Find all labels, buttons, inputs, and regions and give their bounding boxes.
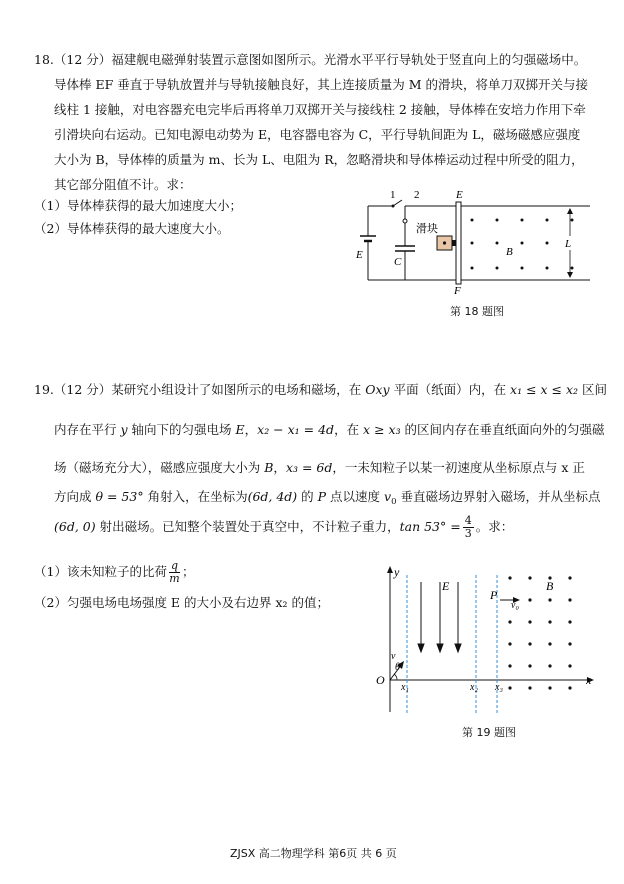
q19-line-2: 内存在平行 y 轴向下的匀强电场 E，x₂ − x₁ = 4d，在 x ≥ x₃ 的区间内存在垂直纸面向外的匀强磁	[54, 422, 605, 437]
math-coord-P: (6d, 4d)	[247, 489, 298, 504]
y-axis-label: y	[394, 565, 400, 579]
q19-line-3: 场（磁场充分大），磁感应强度大小为 B，x₃ = 6d，一未知粒子以某一初速度从坐标原点与 x 正	[54, 460, 585, 475]
terminal-2-label: 2	[414, 189, 420, 201]
math-x-range: x₁ ≤ x ≤ x₂	[510, 382, 579, 397]
field-B-label: B	[546, 579, 554, 593]
math-theta: θ = 53°	[95, 489, 144, 504]
q18-line-6: 其它部分阻值不计。求：	[54, 177, 192, 192]
spacing-L-label: L	[565, 238, 572, 250]
q18-figure-caption: 第 18 题图	[450, 305, 504, 318]
magnetic-field-dots	[508, 576, 571, 689]
angle-arc	[394, 674, 397, 680]
q18-line-4: 引滑块向右运动。已知电源电动势为 E，电容器电容为 C，平行导轨间距为 L，磁场磁感应强度	[54, 127, 581, 142]
terminal-1-label: 1	[390, 189, 396, 201]
q19-line-5: (6d, 0) 射出磁场。已知整个装置处于真空中，不计粒子重力，tan 53° = $\frac{4}{3}$ 。求：	[54, 514, 514, 540]
rod-end-E-label: E	[456, 189, 463, 201]
math-coord-exit: (6d, 0)	[54, 519, 96, 534]
charge-mass-fraction: $\frac{q}{m}$	[169, 559, 180, 585]
electric-field-lines	[418, 582, 461, 652]
page-footer: ZJSX 高二物理学科 第6页 共 6 页	[230, 847, 397, 860]
capacitor-C-label: C	[394, 256, 402, 268]
point-P-label: P	[490, 588, 498, 602]
q18-line-1: 18.（12 分）福建舰电磁弹射装置示意图如图所示。光滑水平平行导轨处于竖直向上的匀强磁场中。	[34, 52, 587, 67]
emf-E-label: E	[356, 249, 363, 261]
math-field-region: x ≥ x₃	[363, 422, 401, 437]
v-label: v	[391, 651, 396, 662]
q19-line-1: 19.（12 分）某研究小组设计了如图所示的电场和磁场，在 Oxy 平面（纸面）内，在 x₁ ≤ x ≤ x₂ 区间	[34, 382, 608, 397]
origin-label: O	[376, 673, 385, 687]
x3-label: x₃	[495, 682, 503, 693]
q18-line-2: 导体棒 EF 垂直于导轨放置并与导轨接触良好，其上连接质量为 M 的滑块，将单刀双掷开关与接	[54, 77, 588, 92]
rod-end-F-label: F	[454, 285, 461, 297]
q19-figure	[370, 560, 600, 720]
tan-fraction: $\frac{4}{3}$	[464, 514, 472, 540]
q18-subquestion-2: （2）导体棒获得的最大速度大小。	[34, 221, 230, 236]
q19-line-4: 方向成 θ = 53° 角射入，在坐标为(6d, 4d) 的 P 点以速度 $v_0$ 垂直磁场边界射入磁场，并从坐标点	[54, 489, 601, 507]
conductor-rod-EF	[456, 202, 461, 284]
slider-label: 滑块	[416, 223, 438, 235]
q18-line-5: 大小为 B，导体棒的质量为 m、长为 L、电阻为 R，忽略滑块和导体棒运动过程中所受的阻力，	[54, 152, 584, 167]
x-axis-label: x	[586, 673, 592, 687]
q18-figure	[350, 188, 600, 298]
q19-subquestion-1: （1）该未知粒子的比荷 $\frac{q}{m}$ ；	[34, 559, 195, 585]
x2-label: x₂	[470, 682, 478, 693]
q18-subquestion-1: （1）导体棒获得的最大加速度大小；	[34, 198, 242, 213]
math-x3: x₃ = 6d	[285, 460, 333, 475]
q19-subquestion-2: （2）匀强电场电场强度 E 的大小及右边界 x₂ 的值；	[34, 595, 330, 610]
math-field-width: x₂ − x₁ = 4d	[257, 422, 335, 437]
q19-figure-caption: 第 19 题图	[462, 726, 516, 739]
x1-label: x₁	[401, 682, 409, 693]
v0-label: v₀	[511, 600, 519, 611]
theta-label: θ	[395, 662, 400, 673]
magnetic-field-dots	[471, 219, 574, 270]
field-B-label: B	[506, 246, 513, 258]
q18-line-3: 线柱 1 接触，对电容器充电完毕后再将单刀双掷开关与接线柱 2 接触，导体棒在安培力作用下牵	[54, 102, 586, 117]
field-E-label: E	[442, 579, 450, 593]
